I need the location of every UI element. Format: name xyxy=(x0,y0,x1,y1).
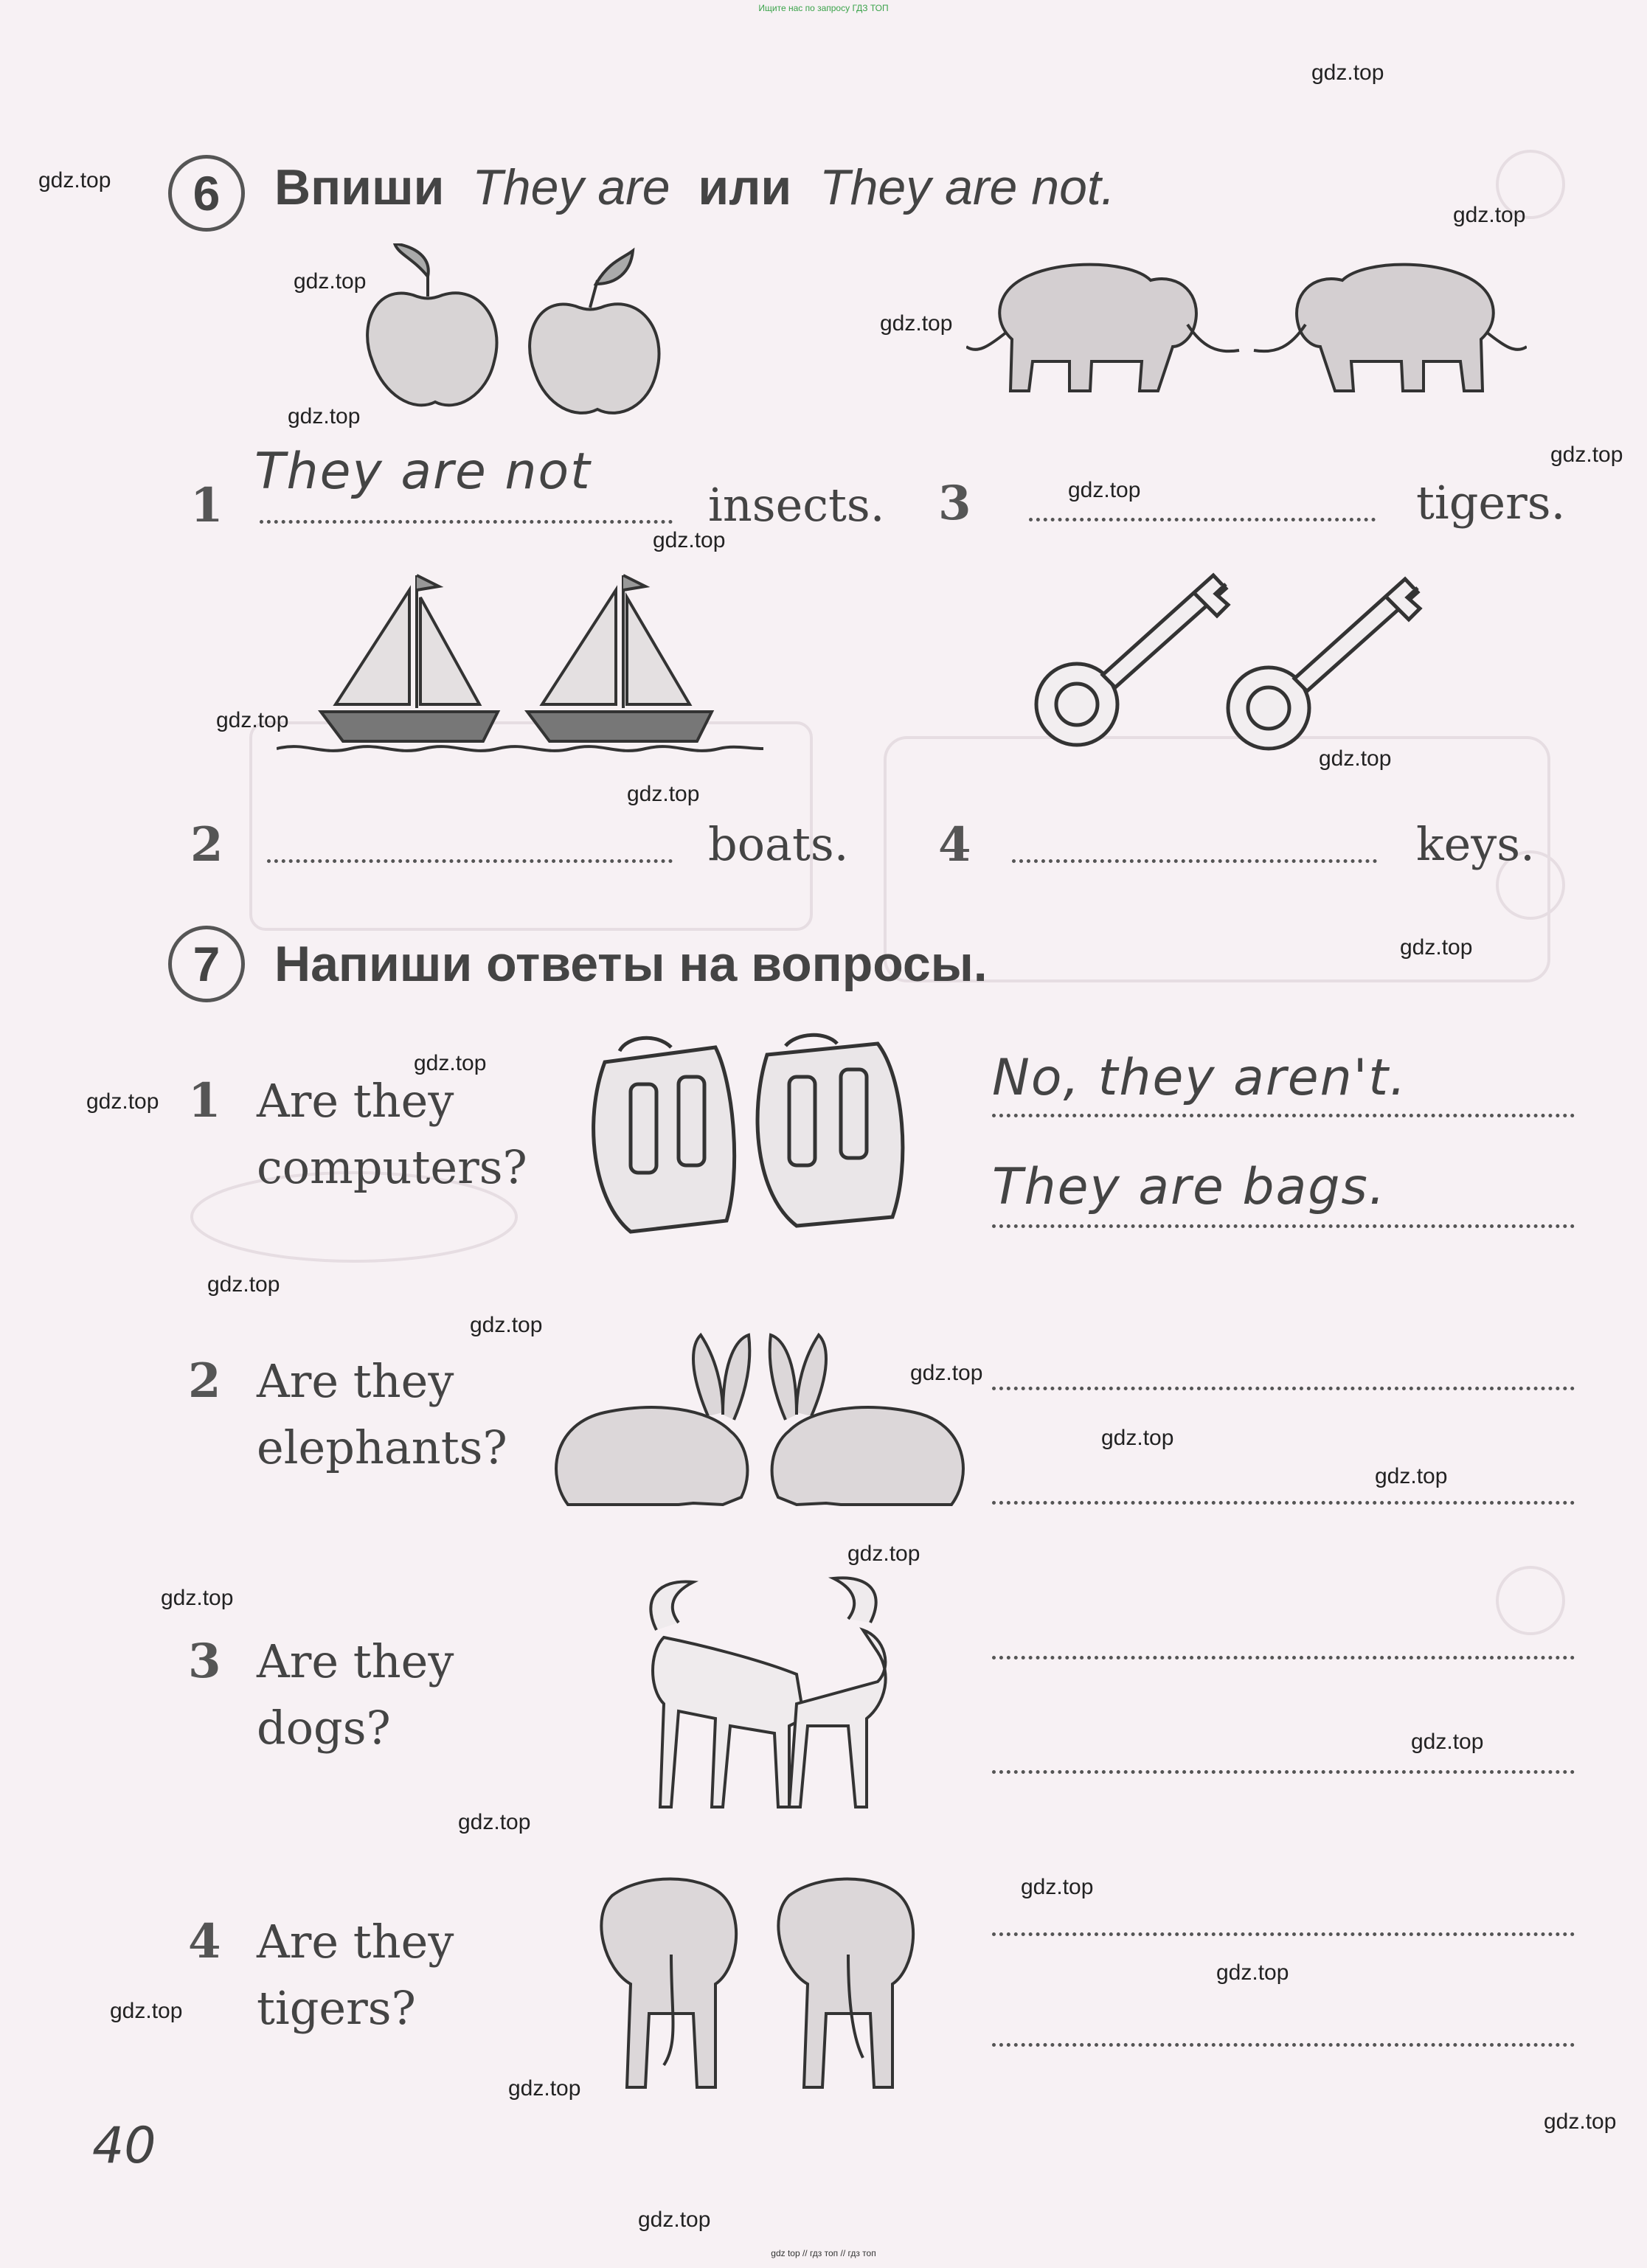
rabbits-image xyxy=(546,1328,974,1519)
watermark: gdz.top xyxy=(627,782,700,806)
task6-number-circle: 6 xyxy=(168,155,245,232)
task7-q3-answer2-line[interactable] xyxy=(992,1770,1575,1774)
watermark: gdz.top xyxy=(470,1313,543,1337)
watermark: gdz.top xyxy=(847,1542,920,1566)
watermark: gdz.top xyxy=(458,1810,531,1834)
task7-q2-answer1-line[interactable] xyxy=(992,1387,1575,1390)
watermark: gdz.top xyxy=(1544,2109,1617,2134)
task7-q3-answer1-line[interactable] xyxy=(992,1656,1575,1660)
task6-item1-number: 1 xyxy=(190,478,223,533)
task7-q3-text: Are they dogs? xyxy=(257,1634,454,1755)
apples-image xyxy=(354,243,679,420)
watermark: gdz.top xyxy=(161,1586,234,1610)
task6-item1-answer-line[interactable] xyxy=(260,520,673,524)
task6-item4-noun: keys. xyxy=(1416,817,1535,871)
task7-q1-answer1: No, they aren't. xyxy=(992,1049,1407,1107)
watermark: gdz.top xyxy=(1311,60,1384,85)
watermark: gdz.top xyxy=(86,1089,159,1114)
task6-title: Впиши They are или They are not. xyxy=(274,159,1115,215)
keys-image xyxy=(1033,561,1446,760)
watermark: gdz.top xyxy=(638,2208,711,2232)
watermark: gdz.top xyxy=(1453,203,1526,227)
task6-item4-number: 4 xyxy=(938,817,971,873)
task7-q1-answer2-line[interactable] xyxy=(992,1224,1575,1228)
task7-q1-answer1-line[interactable] xyxy=(992,1114,1575,1117)
bottom-banner: gdz top // гдз топ // гдз топ xyxy=(771,2248,876,2258)
watermark: gdz.top xyxy=(880,311,953,336)
task7-title: Напиши ответы на вопросы. xyxy=(274,936,988,992)
watermark: gdz.top xyxy=(1021,1875,1094,1899)
watermark: gdz.top xyxy=(1375,1464,1448,1488)
watermark: gdz.top xyxy=(653,528,726,552)
task6-item1-answer: They are not xyxy=(254,443,592,501)
task7-q4-answer2-line[interactable] xyxy=(992,2043,1575,2047)
boats-image xyxy=(277,561,763,760)
goats-image xyxy=(612,1571,929,1814)
task6-item1-noun: insects. xyxy=(708,478,885,532)
task6-item2-noun: boats. xyxy=(708,817,849,871)
task7-q4-number: 4 xyxy=(188,1914,221,1969)
task7-q1-number: 1 xyxy=(188,1073,221,1128)
watermark: gdz.top xyxy=(110,1999,183,2023)
task6-item3-noun: tigers. xyxy=(1416,476,1566,530)
task7-q4-text: Are they tigers? xyxy=(257,1915,454,2035)
backpacks-image xyxy=(575,1033,922,1239)
watermark: gdz.top xyxy=(1216,1960,1289,1985)
task7-q4-answer1-line[interactable] xyxy=(992,1932,1575,1936)
watermark: gdz.top xyxy=(1319,746,1392,771)
watermark: gdz.top xyxy=(1400,935,1473,960)
task7-q2-text: Are they elephants? xyxy=(257,1354,507,1474)
task6-item2-answer-line[interactable] xyxy=(267,859,673,863)
task7-number-circle: 7 xyxy=(168,926,245,1002)
task6-item3-number: 3 xyxy=(938,476,971,531)
watermark: gdz.top xyxy=(294,269,367,294)
watermark: gdz.top xyxy=(216,708,289,732)
watermark: gdz.top xyxy=(38,168,111,193)
task7-q1-text: Are they computers? xyxy=(257,1074,527,1194)
watermark: gdz.top xyxy=(288,404,361,429)
elephants-front-image xyxy=(568,1866,937,2095)
watermark: gdz.top xyxy=(1068,478,1141,502)
watermark: gdz.top xyxy=(910,1361,983,1385)
task7-q1-answer2: They are bags. xyxy=(992,1158,1387,1216)
top-banner: Ищите нас по запросу ГДЗ ТОП xyxy=(758,3,889,13)
task6-item3-answer-line[interactable] xyxy=(1029,518,1376,521)
watermark: gdz.top xyxy=(1550,443,1623,467)
task6-item2-number: 2 xyxy=(190,817,223,873)
task7-q3-number: 3 xyxy=(188,1634,221,1689)
watermark: gdz.top xyxy=(1101,1426,1174,1450)
watermark: gdz.top xyxy=(414,1051,487,1075)
watermark: gdz.top xyxy=(207,1272,280,1297)
task6-item4-answer-line[interactable] xyxy=(1012,859,1377,863)
watermark: gdz.top xyxy=(508,2076,581,2101)
task7-q2-number: 2 xyxy=(188,1353,221,1409)
watermark: gdz.top xyxy=(1411,1730,1484,1754)
page-number: 40 xyxy=(92,2117,156,2175)
elephants-image xyxy=(966,243,1527,420)
task7-q2-answer2-line[interactable] xyxy=(992,1501,1575,1505)
